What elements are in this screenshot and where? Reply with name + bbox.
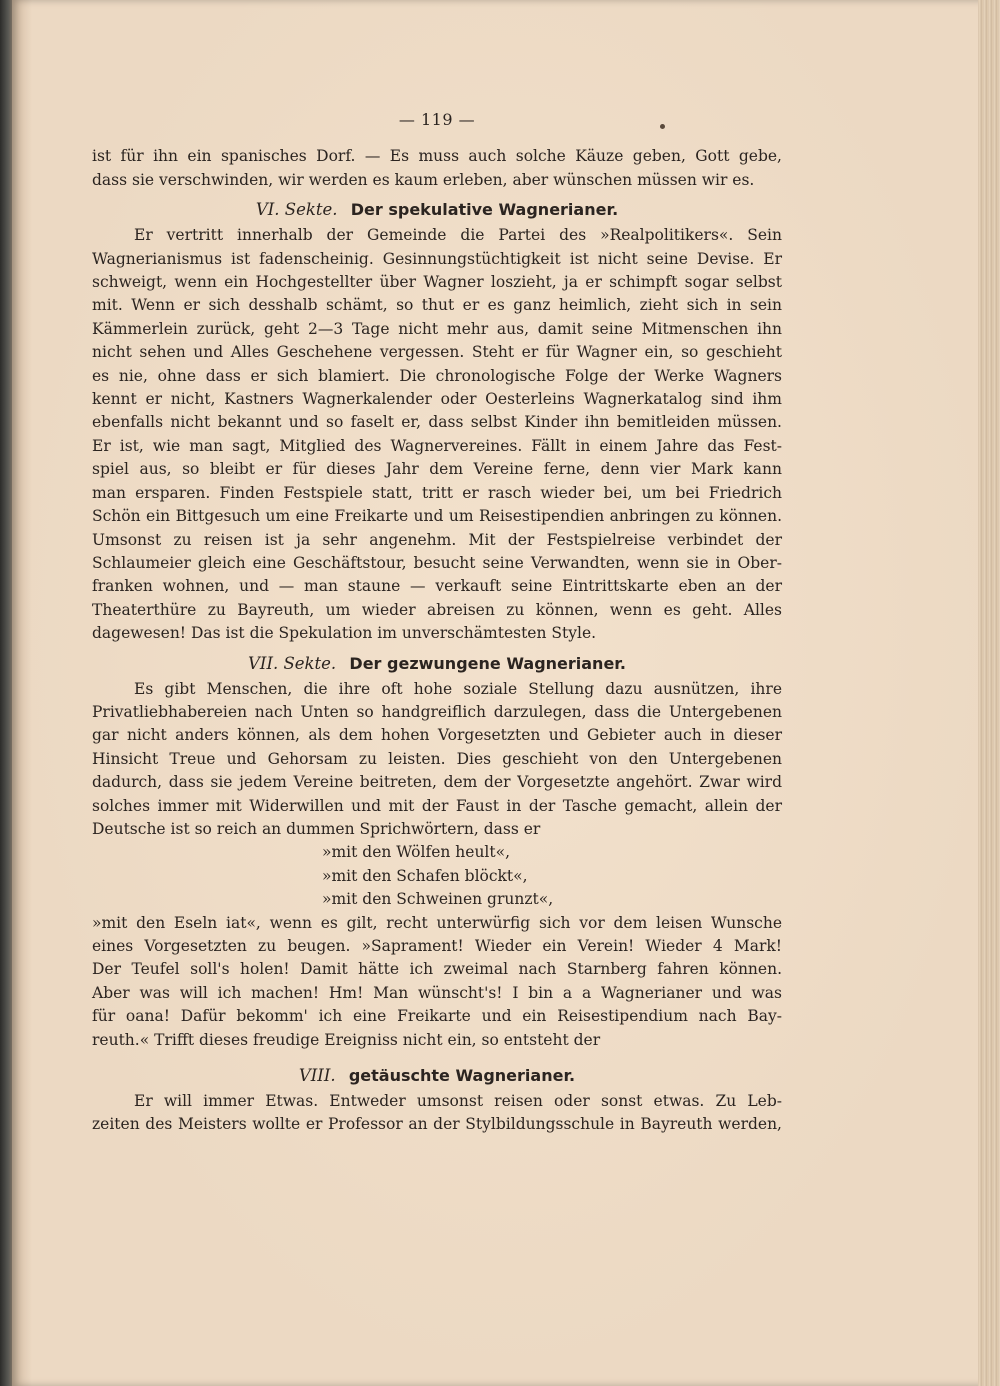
section-heading-viii (92, 1064, 782, 1088)
verse-line: »mit den Schweinen grunzt«, (322, 890, 554, 909)
page-number: — 119 — (398, 110, 476, 129)
page-edges (978, 0, 1000, 1386)
quoted-verse (92, 841, 782, 911)
text-line: Schön ein Bittgesuch um eine Freikarte und um Reisestipendien anbringen zu können. (92, 507, 782, 526)
text-line: dagewesen! Das ist die Spekulation im unverschämtesten Style. (92, 624, 597, 643)
text-line: dadurch, dass sie jedem Vereine beitreten, dem der Vorgesetzte angehört. Zwar wird (92, 773, 782, 792)
text-line: man ersparen. Finden Festspiele statt, tritt er rasch wieder bei, um bei Friedrich (92, 483, 782, 502)
text-line: franken wohnen, und — man staune — verkauft seine Eintrittskarte eben an der (92, 577, 782, 596)
text-line: ist für ihn ein spanisches Dorf. — Es muss auch solche Käuze geben, Gott gebe, (92, 147, 782, 166)
section-number: VI. Sekte. (255, 200, 338, 220)
section-number: VII. Sekte. (248, 653, 337, 673)
text-line: Theaterthüre zu Bayreuth, um wieder abreisen zu können, wenn es geht. Alles (92, 600, 782, 619)
text-line: zeiten des Meisters wollte er Professor an der Stylbildungsschule in Bayreuth werden, (92, 1115, 782, 1134)
text-line: Umsonst zu reisen ist ja sehr angenehm. Mit der Festspielreise verbindet der (92, 530, 782, 549)
text-line: Kämmerlein zurück, geht 2—3 Tage nicht mehr aus, damit seine Mitmenschen ihn (92, 319, 782, 338)
text-line: Privatliebhabereien nach Unten so handgreiflich darzulegen, dass die Untergebenen (92, 702, 782, 721)
text-line: ebenfalls nicht bekannt und so faselt er, dass selbst Kinder ihn bemitleiden müssen. (92, 413, 782, 432)
verse-line: »mit den Schafen blöckt«, (322, 866, 528, 885)
text-line: Der Teufel soll's holen! Damit hätte ich zweimal nach Starnberg fahren können. (92, 960, 782, 979)
text-line: nicht sehen und Alles Geschehene vergessen. Steht er für Wagner ein, so geschieht (92, 343, 782, 362)
text-line: reuth.« Trifft dieses freudige Ereigniss nicht ein, so entsteht der (92, 1030, 601, 1049)
text-line: »mit den Eseln iat«, wenn es gilt, recht unterwürfig sich vor dem leisen Wunsche (92, 913, 782, 932)
section-viii-paragraph (92, 1090, 782, 1137)
section-title: Der spekulative Wagnerianer. (350, 200, 619, 220)
section-heading-vii (92, 652, 782, 676)
text-line: gar nicht anders können, als dem hohen Vorgesetzten und Gebieter auch in dieser (92, 726, 782, 745)
text-line: eines Vorgesetzten zu beugen. »Saprament! Wieder ein Verein! Wieder 4 Mark! (92, 937, 782, 955)
section-title: Der gezwungene Wagnerianer. (349, 653, 626, 673)
text-line: solches immer mit Widerwillen und mit der Faust in der Tasche gemacht, allein der (92, 796, 782, 815)
text-line: Wagnerianismus ist fadenscheinig. Gesinnungstüchtigkeit ist nicht seine Devise. Er (92, 249, 782, 268)
text-line: spiel aus, so bleibt er für dieses Jahr dem Vereine ferne, denn vier Mark kann (92, 460, 782, 479)
text-line: für oana! Dafür bekomm' ich eine Freikarte und ein Reisestipendium nach Bay- (92, 1007, 782, 1026)
opening-paragraph (92, 145, 782, 192)
text-line: mit. Wenn er sich desshalb schämt, so thut er es ganz heimlich, zieht sich in sein (92, 296, 782, 315)
section-number: VIII. (298, 1066, 336, 1086)
text-line: Hinsicht Treue und Gehorsam zu leisten. Dies geschieht von den Untergebenen (92, 749, 782, 768)
text-line: dass sie verschwinden, wir werden es kaum erleben, aber wünschen müssen wir es. (92, 170, 755, 189)
text-line: Er ist, wie man sagt, Mitglied des Wagnervereines. Fällt in einem Jahre das Fest- (92, 436, 782, 455)
verse-line: »mit den Wölfen heult«, (322, 843, 511, 862)
text-line: Schlaumeier gleich eine Geschäftstour, besucht seine Verwandten, wenn sie in Ober- (92, 553, 782, 572)
section-vi-paragraph (92, 224, 782, 645)
section-title: getäuschte Wagnerianer. (348, 1066, 576, 1086)
text-column (92, 100, 782, 1137)
text-line: kennt er nicht, Kastners Wagnerkalender oder Oesterleins Wagnerkatalog sind ihm (92, 390, 782, 409)
section-vii-continuation (92, 912, 782, 1052)
text-line: Es gibt Menschen, die ihre oft hohe soziale Stellung dazu ausnützen, ihre (134, 679, 782, 698)
section-heading-vi (92, 198, 782, 222)
text-line: schweigt, wenn ein Hochgestellter über Wagner loszieht, ja er schimpft sogar selbst (92, 273, 782, 292)
text-line: es nie, ohne dass er sich blamiert. Die chronologische Folge der Werke Wagners (92, 366, 782, 385)
section-vii-paragraph (92, 678, 782, 842)
text-line: Aber was will ich machen! Hm! Man wünscht's! I bin a a Wagnerianer und was (92, 983, 782, 1002)
text-line: Er vertritt innerhalb der Gemeinde die Partei des »Realpolitikers«. Sein (134, 226, 782, 245)
text-line: Deutsche ist so reich an dummen Sprichwörtern, dass er (92, 819, 541, 838)
text-line: Er will immer Etwas. Entweder umsonst reisen oder sonst etwas. Zu Leb- (134, 1092, 782, 1111)
